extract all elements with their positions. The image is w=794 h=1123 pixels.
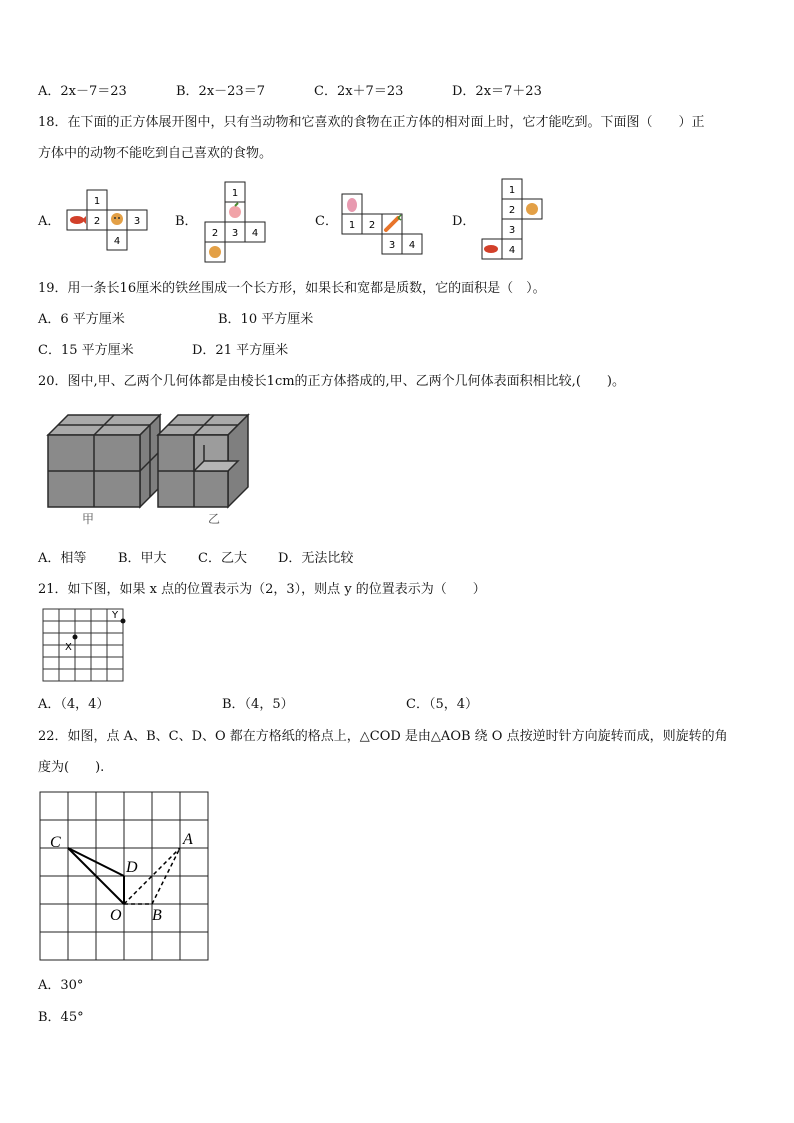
- net-b-face-1: 1: [231, 188, 239, 199]
- q18-net-b: [202, 180, 272, 268]
- net-a-face-2: 2: [93, 216, 101, 227]
- point-c-label: C: [50, 834, 61, 851]
- q21-grid: [43, 609, 123, 681]
- q20-option-d: D．无法比较: [278, 551, 354, 566]
- q17-option-c: C．2x＋7＝23: [314, 84, 404, 99]
- q18-label-a: A．: [38, 214, 61, 229]
- q17-option-d: D．2x＝7＋23: [452, 84, 542, 99]
- point-x-dot: [73, 635, 78, 640]
- peach-icon: [229, 206, 241, 218]
- q22-question-line1: 22．如图，点 A、B、C、D、O 都在方格纸的格点上，△COD 是由△AOB 绕 O 点按逆时针方向旋转而成，则旋转的角: [38, 729, 728, 744]
- net-d-face-1: 1: [508, 185, 516, 196]
- q19-option-b: B．10 平方厘米: [218, 312, 314, 327]
- q20-option-c: C．乙大: [198, 551, 247, 566]
- q20-option-a: A．相等: [38, 551, 87, 566]
- net-d-face-2: 2: [508, 205, 516, 216]
- monkey-icon: [209, 246, 221, 258]
- point-x-label: X: [65, 642, 72, 653]
- q17-option-b: B．2x－23＝7: [176, 84, 265, 99]
- point-y-label: Y: [112, 610, 119, 621]
- fish-icon: [70, 216, 84, 224]
- net-c-face-3: 3: [388, 240, 396, 251]
- q22-option-a: A．30°: [38, 978, 84, 993]
- net-d-face-3: 3: [508, 225, 516, 236]
- q22-question-line2: 度为( ).: [38, 760, 105, 775]
- fish-icon: [484, 245, 498, 253]
- q19-option-c: C．15 平方厘米: [38, 343, 134, 358]
- net-c-face-4: 4: [408, 240, 416, 251]
- q18-question-line1: 18．在下面的正方体展开图中，只有当动物和它喜欢的食物在正方体的相对面上时，它才能吃到。下面图（ ）正: [38, 115, 705, 130]
- q18-net-d: [480, 177, 548, 265]
- caption-jia: 甲: [82, 512, 95, 526]
- rabbit-icon: [347, 198, 357, 212]
- q22-grid-figure: [38, 790, 213, 965]
- q21-option-c: C．（5，4）: [406, 697, 478, 712]
- q19-question: 19．用一条长16厘米的铁丝围成一个长方形，如果长和宽都是质数，它的面积是（ ）。: [38, 281, 546, 296]
- q21-option-a: A．（4，4）: [38, 697, 110, 712]
- q17-option-a: A．2x－7＝23: [38, 84, 127, 99]
- net-a-face-1: 1: [93, 196, 101, 207]
- point-o-label: O: [110, 907, 122, 924]
- solid-jia: [48, 415, 160, 507]
- net-b-face-4: 4: [251, 228, 259, 239]
- q21-question: 21．如下图，如果 x 点的位置表示为（2，3），则点 y 的位置表示为（ ）: [38, 582, 486, 597]
- point-a-label: A: [183, 831, 193, 848]
- q21-grid-figure: [42, 608, 128, 686]
- q19-option-a: A．6 平方厘米: [38, 312, 125, 327]
- net-a-face-4: 4: [113, 236, 121, 247]
- cat-icon: [526, 203, 538, 215]
- q20-figure: [38, 405, 268, 533]
- q18-label-d: D．: [452, 214, 476, 229]
- solid-yi: [158, 415, 248, 507]
- point-b-label: B: [152, 907, 162, 924]
- cat-icon: [111, 213, 123, 225]
- q20-option-b: B．甲大: [118, 551, 167, 566]
- q18-label-b: B．: [175, 214, 198, 229]
- q22-option-b: B．45°: [38, 1010, 84, 1025]
- q18-label-c: C．: [315, 214, 338, 229]
- net-a-face-3: 3: [133, 216, 141, 227]
- net-d-face-4: 4: [508, 245, 516, 256]
- point-d-label: D: [126, 859, 138, 876]
- point-y-dot: [121, 619, 126, 624]
- net-c-face-1: 1: [348, 220, 356, 231]
- q21-option-b: B．（4，5）: [222, 697, 294, 712]
- q18-question-line2: 方体中的动物不能吃到自己喜欢的食物。: [38, 146, 273, 161]
- caption-yi: 乙: [208, 512, 221, 526]
- net-b-face-2: 2: [211, 228, 219, 239]
- q18-net-c: [340, 192, 432, 260]
- q20-question: 20．图中,甲、乙两个几何体都是由棱长1cm的正方体搭成的,甲、乙两个几何体表面积相比较,( )。: [38, 374, 625, 389]
- net-c-face-2: 2: [368, 220, 376, 231]
- net-b-face-3: 3: [231, 228, 239, 239]
- q18-net-a: [66, 188, 156, 252]
- q19-option-d: D．21 平方厘米: [192, 343, 289, 358]
